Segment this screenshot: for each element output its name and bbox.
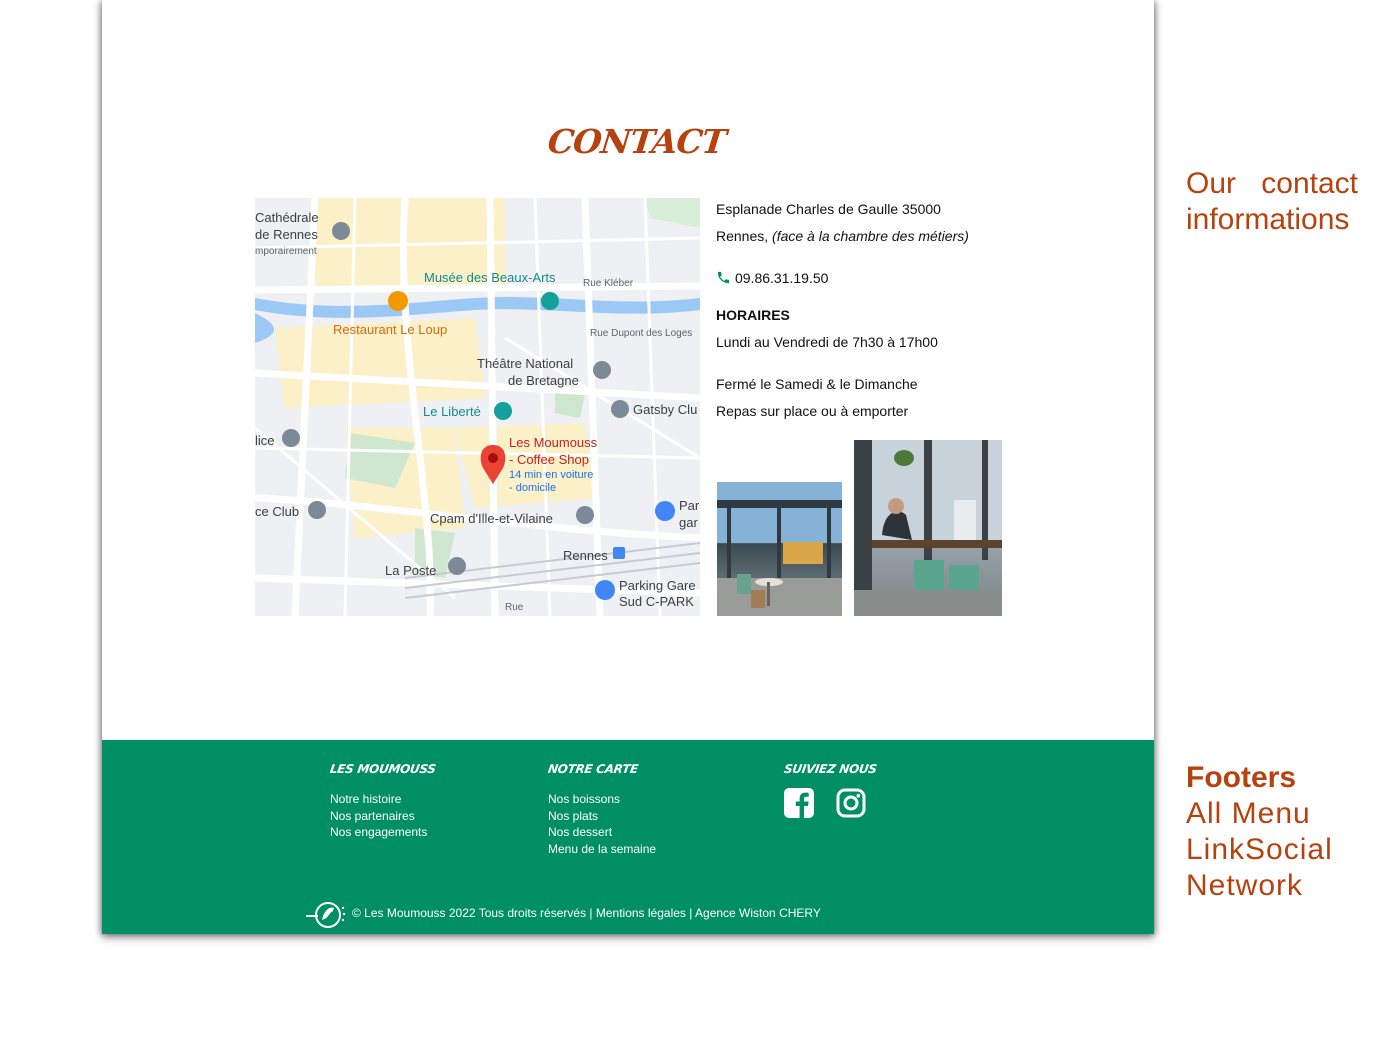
address-city: Rennes, <box>716 228 769 244</box>
map-label-theatre2: de Bretagne <box>508 373 579 388</box>
footer-col1-links <box>330 791 427 841</box>
cafe-terrace-photo <box>717 482 842 616</box>
annotation-footer-body: All Menu LinkSocial Network <box>1186 797 1333 902</box>
annotation-contact: Our contact informations <box>1186 167 1358 236</box>
map-label-musee: Musée des Beaux-Arts <box>424 270 556 285</box>
instagram-icon[interactable] <box>836 788 866 818</box>
footer-col2-links <box>548 791 656 857</box>
map-label-liberte: Le Liberté <box>423 404 481 419</box>
footer-link[interactable]: Nos dessert <box>548 825 613 839</box>
footer-col1-title: LES MOUMOUSS <box>329 762 437 776</box>
footer-link[interactable]: Nos partenaires <box>330 808 415 823</box>
map-label-laposte: La Poste <box>385 563 437 578</box>
hours-title: HORAIRES <box>716 307 790 323</box>
map-label-parking2: gar <box>679 515 698 530</box>
map-label-rue: Rue <box>505 602 524 613</box>
map-label-rennes: Rennes <box>563 548 608 563</box>
footer-link[interactable]: Nos boissons <box>548 792 621 806</box>
footer-col2-title: NOTRE CARTE <box>547 762 639 776</box>
map-label-garsud1: Parking Gare <box>619 578 696 593</box>
footer-link[interactable]: Nos engagements <box>330 825 428 839</box>
footer <box>102 740 1154 934</box>
hours-weekdays: Lundi au Vendredi de 7h30 à 17h00 <box>716 334 938 350</box>
address-note: (face à la chambre des métiers) <box>772 228 969 244</box>
map-label-gatsby: Gatsby Clu <box>633 402 698 417</box>
map-label-garsud2: Sud C-PARK <box>619 594 694 609</box>
map-label-rue-kleber: Rue Kléber <box>583 278 634 289</box>
footer-col3-title: SUIVIEZ NOUS <box>783 762 878 776</box>
page-card <box>102 0 1154 934</box>
map-label-parking1: Par <box>679 498 700 513</box>
map-label-de-rennes: de Rennes <box>255 227 318 242</box>
phone-line[interactable] <box>716 270 828 286</box>
contact-title: CONTACT <box>545 122 728 161</box>
map-label-temporaire: mporairement <box>255 246 317 257</box>
phone-number: 09.86.31.19.50 <box>735 270 829 286</box>
map-label-club: ce Club <box>255 504 300 519</box>
map-label-rue-dupont: Rue Dupont des Loges <box>590 328 693 339</box>
annotation-footer-title: Footers <box>1186 761 1297 794</box>
map-label-drive1: 14 min en voiture <box>509 469 594 481</box>
closed-days: Fermé le Samedi & le Dimanche <box>716 376 918 392</box>
map-label-shop1[interactable]: Les Moumouss <box>509 435 598 450</box>
brand-logo-icon <box>306 900 346 932</box>
phone-icon <box>716 270 731 285</box>
map-label-drive2: - domicile <box>509 482 557 494</box>
map-label-cpam: Cpam d'Ille-et-Vilaine <box>430 511 553 526</box>
footer-bottom <box>306 900 821 934</box>
footer-link[interactable]: Notre histoire <box>330 792 402 806</box>
social-links <box>784 788 866 818</box>
address-line2 <box>716 228 969 244</box>
service-type: Repas sur place ou à emporter <box>716 403 909 419</box>
facebook-icon[interactable] <box>784 788 814 818</box>
footer-link[interactable]: Menu de la semaine <box>548 841 657 856</box>
address-line1: Esplanade Charles de Gaulle 35000 <box>716 201 941 217</box>
footer-link[interactable]: Nos plats <box>548 808 599 823</box>
map-label-shop2[interactable]: - Coffee Shop <box>509 452 589 467</box>
map[interactable] <box>255 198 700 616</box>
map-label-cathedrale: Cathédrale <box>255 210 319 225</box>
map-label-theatre1: Théâtre National <box>477 356 574 371</box>
annotation-footer <box>1186 760 1358 904</box>
cafe-interior-photo <box>854 440 1002 616</box>
map-label-police: lice <box>255 433 275 448</box>
copyright-text: © Les Moumouss 2022 Tous droits réservés | Mentions légales | Agence Wiston CHERY <box>352 906 821 920</box>
map-label-restaurant: Restaurant Le Loup <box>333 322 448 337</box>
